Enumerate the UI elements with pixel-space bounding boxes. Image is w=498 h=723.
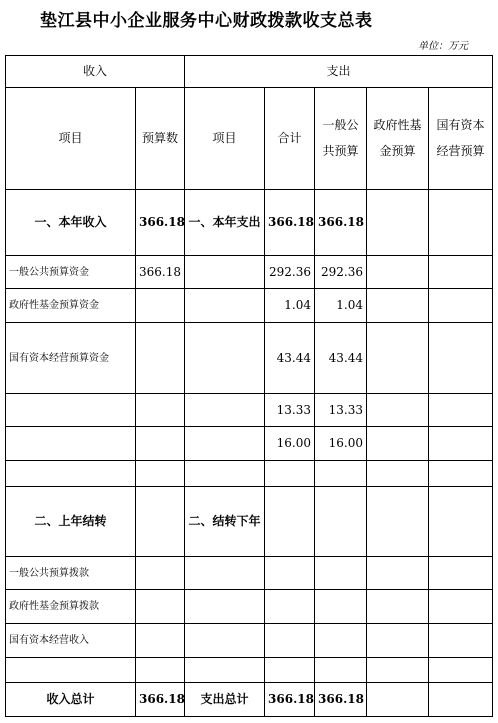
income-amount: 366.18 [136,256,185,289]
income-amount [136,323,185,394]
income-item [6,394,136,427]
total-cell [265,658,315,683]
gov-cell [367,590,429,624]
general-cell: 366.18 [315,190,367,256]
general-cell [315,590,367,624]
income-item: 政府性基金预算资金 [6,289,136,323]
gov-cell [367,461,429,487]
soe-cell [429,624,493,658]
soe-cell [429,289,493,323]
gov-cell [367,289,429,323]
soe-cell [429,190,493,256]
soe-cell [429,394,493,427]
soe-cell [429,557,493,590]
expense-item [185,461,265,487]
income-item: 国有资本经营收入 [6,624,136,658]
col-general: 一般公共预算 [315,88,367,190]
income-amount [136,624,185,658]
income-amount: 366.18 [136,683,185,717]
expense-item [185,624,265,658]
expense-item [185,289,265,323]
expense-item [185,394,265,427]
gov-cell [367,487,429,557]
income-item: 二、上年结转 [6,487,136,557]
expense-item: 一、本年支出 [185,190,265,256]
general-cell: 366.18 [315,683,367,717]
income-amount [136,461,185,487]
soe-cell [429,427,493,461]
income-item [6,461,136,487]
total-cell: 366.18 [265,683,315,717]
income-amount [136,557,185,590]
gov-cell [367,323,429,394]
general-cell: 16.00 [315,427,367,461]
general-cell [315,487,367,557]
expense-item: 支出总计 [185,683,265,717]
gov-cell [367,557,429,590]
income-item: 收入总计 [6,683,136,717]
total-cell [265,557,315,590]
general-cell [315,461,367,487]
table-row [6,683,493,717]
income-item: 一般公共预算拨款 [6,557,136,590]
soe-cell [429,590,493,624]
gov-cell [367,658,429,683]
soe-cell [429,683,493,717]
income-header: 收入 [6,56,185,88]
col-budget: 预算数 [136,88,185,190]
income-amount [136,394,185,427]
table-row [6,557,493,590]
expense-item: 二、结转下年 [185,487,265,557]
income-amount [136,487,185,557]
income-amount [136,289,185,323]
total-cell [265,590,315,624]
table-row [6,658,493,683]
total-cell: 366.18 [265,190,315,256]
expense-item [185,427,265,461]
soe-cell [429,323,493,394]
expense-item [185,658,265,683]
table-row [6,394,493,427]
table-row [6,624,493,658]
soe-cell [429,658,493,683]
total-cell: 1.04 [265,289,315,323]
total-cell [265,624,315,658]
expense-item [185,557,265,590]
general-cell: 43.44 [315,323,367,394]
unit-label: 单位：万元 [418,41,468,52]
income-amount [136,658,185,683]
table-row [6,323,493,394]
general-cell [315,557,367,590]
expense-item [185,256,265,289]
total-cell [265,487,315,557]
income-amount: 366.18 [136,190,185,256]
gov-cell [367,190,429,256]
table-row [6,289,493,323]
income-item [6,658,136,683]
soe-cell [429,256,493,289]
gov-cell [367,256,429,289]
col-gov-fund: 政府性基金预算 [367,88,429,190]
soe-cell [429,487,493,557]
income-item: 政府性基金预算拨款 [6,590,136,624]
table-row [6,487,493,557]
gov-cell [367,624,429,658]
income-item: 国有资本经营预算资金 [6,323,136,394]
budget-table [5,55,493,717]
total-cell: 43.44 [265,323,315,394]
soe-cell [429,461,493,487]
general-cell [315,658,367,683]
expense-item [185,590,265,624]
income-amount [136,590,185,624]
general-cell: 1.04 [315,289,367,323]
gov-cell [367,394,429,427]
col-item-income: 项目 [6,88,136,190]
gov-cell [367,683,429,717]
income-item: 一、本年收入 [6,190,136,256]
table-row [6,461,493,487]
expense-header: 支出 [185,56,493,88]
table-row [6,590,493,624]
general-cell: 13.33 [315,394,367,427]
income-item [6,427,136,461]
col-item-expense: 项目 [185,88,265,190]
total-cell: 13.33 [265,394,315,427]
total-cell [265,461,315,487]
page-title: 垫江县中小企业服务中心财政拨款收支总表 [40,11,373,31]
general-cell [315,624,367,658]
gov-cell [367,427,429,461]
table-row [6,190,493,256]
col-soe: 国有资本经营预算 [429,88,493,190]
total-cell: 292.36 [265,256,315,289]
table-row [6,256,493,289]
general-cell: 292.36 [315,256,367,289]
table-row [6,427,493,461]
income-amount [136,427,185,461]
total-cell: 16.00 [265,427,315,461]
expense-item [185,323,265,394]
col-total: 合计 [265,88,315,190]
income-item: 一般公共预算资金 [6,256,136,289]
